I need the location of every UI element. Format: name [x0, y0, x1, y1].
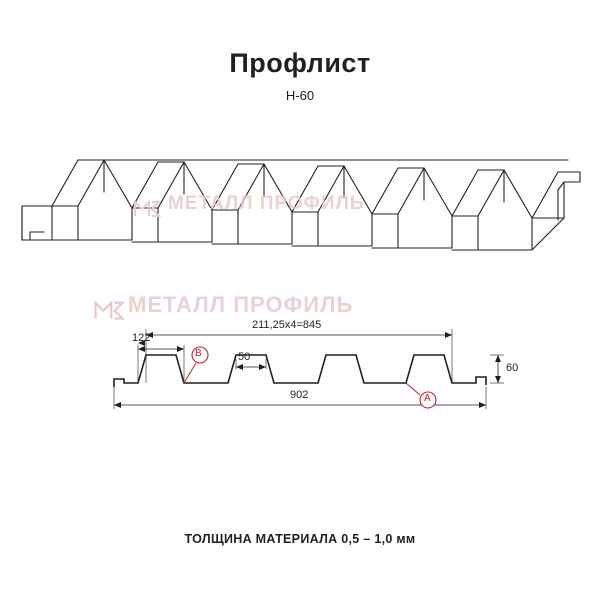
dimension-overall-width: 902 [290, 389, 309, 401]
dimension-rib-top-width: 50 [238, 351, 251, 363]
callout-a-label: А [424, 393, 431, 404]
dimension-height: 60 [506, 362, 519, 374]
callout-b-label: В [195, 348, 202, 359]
cross-section-drawing [100, 305, 520, 435]
watermark-top: МЕТАЛЛ ПРОФИЛЬ [168, 193, 365, 214]
dimension-module-width: 211,25х4=845 [252, 319, 322, 331]
dimension-flange-width: 122 [132, 332, 151, 344]
page-title: Профлист [229, 48, 371, 78]
material-thickness-note: ТОЛЩИНА МАТЕРИАЛА 0,5 – 1,0 мм [184, 532, 416, 546]
profile-model-label: Н-60 [285, 88, 315, 103]
watermark-bottom: МЕТАЛЛ ПРОФИЛЬ [128, 292, 354, 317]
isometric-sheet-illustration [8, 120, 592, 280]
